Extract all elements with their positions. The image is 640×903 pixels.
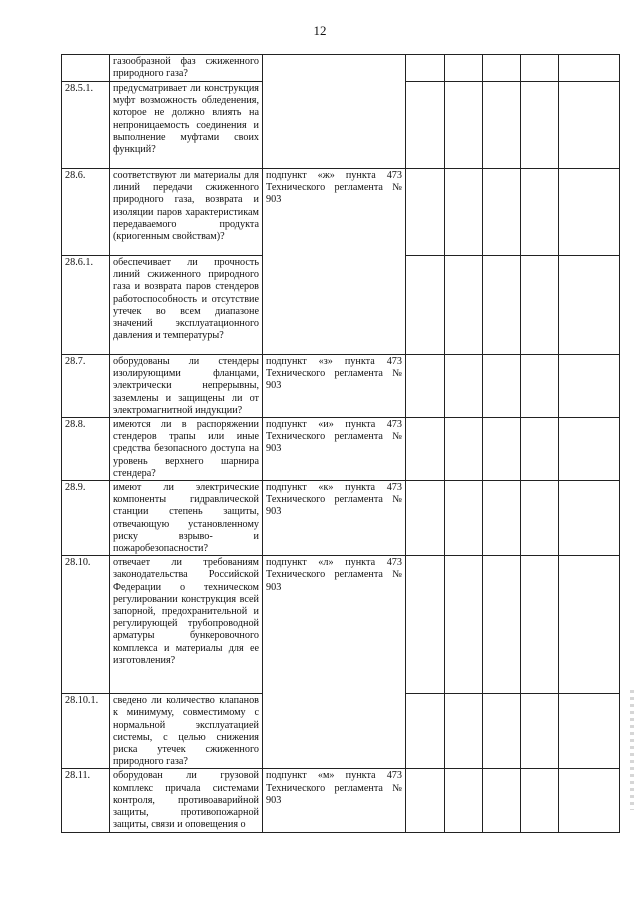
notes-cell[interactable] [559, 256, 620, 355]
notes-cell[interactable] [559, 355, 620, 418]
item-number: 28.8. [62, 418, 110, 481]
table-row [62, 418, 620, 481]
answer-cell[interactable] [521, 418, 559, 481]
answer-cell[interactable] [445, 769, 483, 833]
answer-cell[interactable] [521, 556, 559, 694]
answer-cell[interactable] [521, 481, 559, 556]
notes-cell[interactable] [559, 169, 620, 256]
answer-cell[interactable] [445, 556, 483, 694]
question-text: имеются ли в распоряжении стендеров трапы или иные средства безопасного доступа на уровень верхнего шарнира стендера? [110, 418, 263, 481]
notes-cell[interactable] [559, 55, 620, 82]
answer-cell[interactable] [521, 169, 559, 256]
checklist-table [61, 54, 620, 833]
regulation-reference: подпункт «л» пункта 473 Технического регламента № 903 [263, 556, 406, 769]
answer-cell[interactable] [445, 418, 483, 481]
item-number: 28.9. [62, 481, 110, 556]
answer-cell[interactable] [445, 694, 483, 769]
answer-cell[interactable] [483, 169, 521, 256]
answer-cell[interactable] [406, 355, 445, 418]
item-number: 28.10.1. [62, 694, 110, 769]
regulation-reference: подпункт «м» пункта 473 Технического регламента № 903 [263, 769, 406, 833]
answer-cell[interactable] [483, 82, 521, 169]
answer-cell[interactable] [445, 355, 483, 418]
notes-cell[interactable] [559, 694, 620, 769]
answer-cell[interactable] [483, 694, 521, 769]
page-number: 12 [313, 23, 327, 38]
answer-cell[interactable] [483, 418, 521, 481]
answer-cell[interactable] [406, 418, 445, 481]
notes-cell[interactable] [559, 481, 620, 556]
scan-artifact [630, 690, 634, 810]
table-row [62, 169, 620, 256]
answer-cell[interactable] [483, 55, 521, 82]
answer-cell[interactable] [483, 769, 521, 833]
regulation-reference: подпункт «к» пункта 473 Технического регламента № 903 [263, 481, 406, 556]
answer-cell[interactable] [406, 82, 445, 169]
question-text: отвечает ли требованиям законодательства Российской Федерации о техническом регулировании конструкция всей запорной, предохранительной и регулирующей трубопроводной арматуры бункеровочного комплекса и материалы для ее изготовления? [110, 556, 263, 694]
question-text: обеспечивает ли прочность линий сжиженного природного газа и возврата паров стендеров работоспособность и отсутствие утечек во всем диапазоне значений эксплуатационного давления и температуры? [110, 256, 263, 355]
answer-cell[interactable] [406, 256, 445, 355]
answer-cell[interactable] [445, 256, 483, 355]
answer-cell[interactable] [445, 169, 483, 256]
answer-cell[interactable] [406, 694, 445, 769]
question-text: предусматривает ли конструкция муфт возможность обледенения, которое не должно влиять на непроницаемость соединения и выполнение муфтами своих функций? [110, 82, 263, 169]
answer-cell[interactable] [521, 769, 559, 833]
answer-cell[interactable] [445, 55, 483, 82]
regulation-reference [263, 55, 406, 169]
answer-cell[interactable] [521, 82, 559, 169]
notes-cell[interactable] [559, 418, 620, 481]
answer-cell[interactable] [406, 556, 445, 694]
regulation-reference: подпункт «и» пункта 473 Технического регламента № 903 [263, 418, 406, 481]
item-number: 28.10. [62, 556, 110, 694]
answer-cell[interactable] [483, 481, 521, 556]
item-number: 28.6.1. [62, 256, 110, 355]
answer-cell[interactable] [406, 55, 445, 82]
answer-cell[interactable] [445, 481, 483, 556]
question-text: газообразной фаз сжиженного природного газа? [110, 55, 263, 82]
answer-cell[interactable] [483, 556, 521, 694]
question-text: соответствуют ли материалы для линий передачи сжиженного природного газа, возврата и изоляции паров характеристикам передаваемого продукта (криогенным свойствам)? [110, 169, 263, 256]
answer-cell[interactable] [406, 769, 445, 833]
question-text: оборудованы ли стендеры изолирующими фланцами, электрически непрерывны, заземлены и защищены ли от электромагнитной индукции? [110, 355, 263, 418]
answer-cell[interactable] [521, 694, 559, 769]
notes-cell[interactable] [559, 82, 620, 169]
question-text: сведено ли количество клапанов к минимуму, совместимому с нормальной эксплуатацией системы, с целью снижения риска утечек сжиженного природного газа? [110, 694, 263, 769]
answer-cell[interactable] [483, 355, 521, 418]
question-text: оборудован ли грузовой комплекс причала системами контроля, противоаварийной защиты, противопожарной защиты, связи и оповещения о [110, 769, 263, 833]
answer-cell[interactable] [521, 256, 559, 355]
answer-cell[interactable] [521, 355, 559, 418]
answer-cell[interactable] [521, 55, 559, 82]
answer-cell[interactable] [445, 82, 483, 169]
notes-cell[interactable] [559, 769, 620, 833]
table-row [62, 769, 620, 833]
item-number: 28.5.1. [62, 82, 110, 169]
table-row [62, 481, 620, 556]
question-text: имеют ли электрические компоненты гидравлической станции степень защиты, отвечающую установленному риску взрыво- и пожаробезопасности? [110, 481, 263, 556]
regulation-reference: подпункт «з» пункта 473 Технического регламента № 903 [263, 355, 406, 418]
answer-cell[interactable] [483, 256, 521, 355]
table-row [62, 355, 620, 418]
table-row [62, 55, 620, 82]
item-number: 28.7. [62, 355, 110, 418]
table-row [62, 556, 620, 694]
regulation-reference: подпункт «ж» пункта 473 Технического регламента № 903 [263, 169, 406, 355]
item-number: 28.11. [62, 769, 110, 833]
item-number [62, 55, 110, 82]
answer-cell[interactable] [406, 481, 445, 556]
notes-cell[interactable] [559, 556, 620, 694]
item-number: 28.6. [62, 169, 110, 256]
answer-cell[interactable] [406, 169, 445, 256]
